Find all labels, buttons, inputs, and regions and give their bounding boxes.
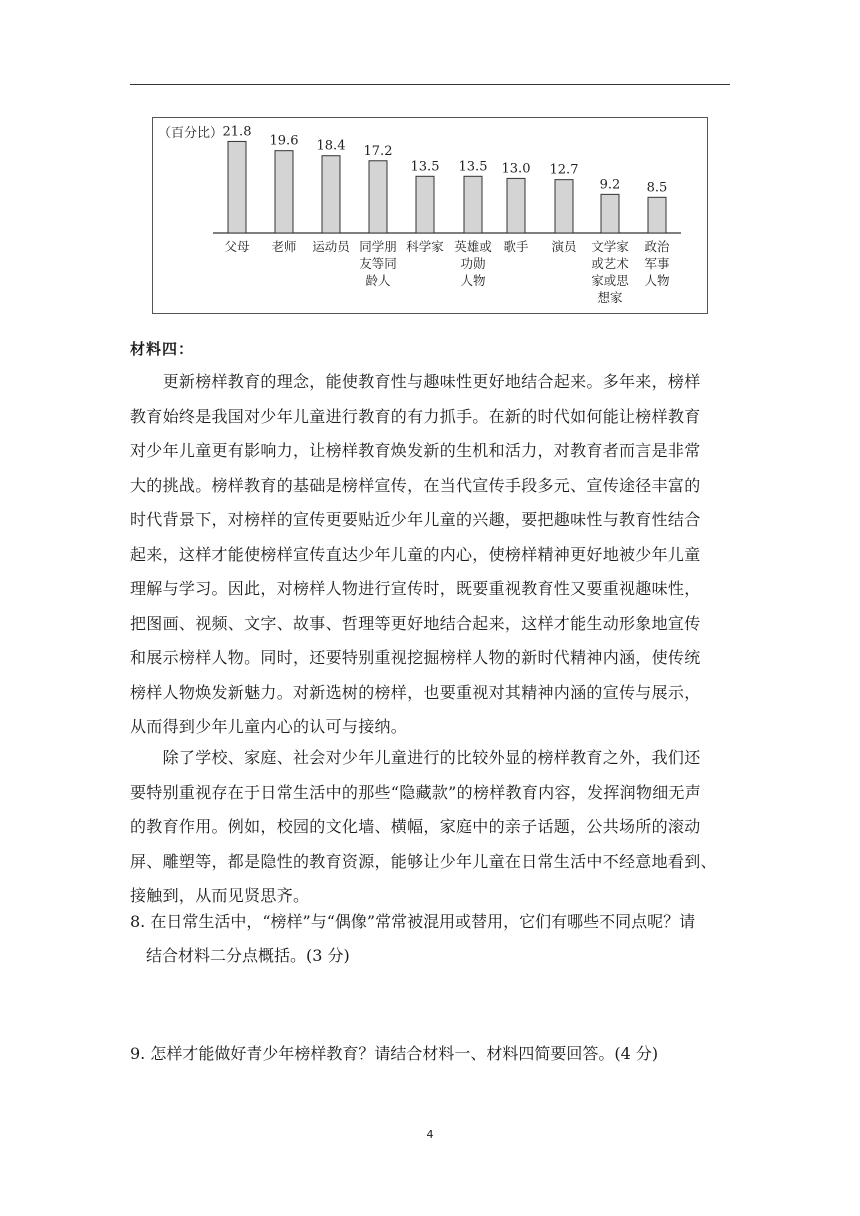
chart-category-label: 科学家 <box>406 239 444 254</box>
chart-value-label: 17.2 <box>363 143 393 159</box>
question-9 <box>130 1037 730 1071</box>
chart-category-label: 同学朋 <box>359 239 397 254</box>
text-line: 从而得到少年儿童内心的认可与接纳。 <box>130 717 408 736</box>
header-rule <box>130 84 730 85</box>
chart-value-label: 12.7 <box>549 162 579 178</box>
chart-value-label: 13.0 <box>501 161 531 177</box>
chart-value-label: 9.2 <box>599 177 621 193</box>
text-line: 理解与学习。因此，对榜样人物进行宣传时，既要重视教育性又要重视趣味性， <box>130 579 701 598</box>
chart-bar <box>464 176 482 233</box>
material-four-paragraph-1 <box>130 365 730 745</box>
chart-bar <box>228 141 246 233</box>
chart-category-label: 老师 <box>271 239 297 254</box>
chart-value-label: 18.4 <box>316 138 346 154</box>
text-line: 屏、雕塑等，都是隐性的教育资源，能够让少年儿童在日常生活中不经意地看到、 <box>130 851 717 871</box>
question-9-text: 9. 怎样才能做好青少年榜样教育？请结合材料一、材料四简要回答。(4 分) <box>130 1044 659 1063</box>
text-line: 要特别重视存在于日常生活中的那些“隐藏款”的榜样教育内容，发挥润物细无声 <box>130 782 702 802</box>
chart-category-label: 文学家 <box>591 239 629 254</box>
text-line: 更新榜样教育的理念，能使教育性与趣味性更好地结合起来。多年来，榜样 <box>130 372 701 391</box>
text-line: 的教育作用。例如，校园的文化墙、横幅，家庭中的亲子话题，公共场所的滚动 <box>130 817 701 836</box>
chart-bar <box>275 151 293 233</box>
chart-category-label: 或艺术 <box>591 256 629 271</box>
question-8 <box>130 905 730 973</box>
chart-value-label: 13.5 <box>458 159 488 175</box>
chart-category-label: 演员 <box>551 239 577 254</box>
question-8-line-1: 8. 在日常生活中，“榜样”与“偶像”常常被混用或替用，它们有哪些不同点呢？请 <box>130 912 696 931</box>
chart-category-label: 想家 <box>597 290 623 305</box>
chart-category-label: 家或思 <box>591 273 629 288</box>
chart-bar <box>601 194 619 233</box>
chart-category-label: 龄人 <box>365 273 391 288</box>
text-line: 和展示榜样人物。同时，还要特别重视挖掘榜样人物的新时代精神内涵，使传统 <box>130 648 701 667</box>
bar-chart-frame <box>152 117 708 314</box>
text-line: 教育始终是我国对少年儿童进行教育的有力抓手。在新的时代如何能让榜样教育 <box>130 406 701 426</box>
text-line: 除了学校、家庭、社会对少年儿童进行的比较外显的榜样教育之外，我们还 <box>130 748 701 767</box>
chart-bar <box>648 197 666 233</box>
chart-category-label: 政治 <box>644 239 670 254</box>
bar-chart <box>153 118 709 315</box>
chart-category-label: 英雄或 <box>454 239 492 254</box>
chart-value-label: 8.5 <box>646 180 668 196</box>
chart-category-label: 友等同 <box>359 256 397 271</box>
chart-category-label: 功勋 <box>460 256 486 271</box>
question-8-line-2: 结合材料二分点概括。(3 分) <box>130 946 350 965</box>
chart-value-label: 13.5 <box>410 159 440 175</box>
chart-category-label: 人物 <box>460 273 486 288</box>
chart-category-label: 运动员 <box>312 239 350 254</box>
chart-unit-label: （百分比） <box>158 126 224 141</box>
chart-category-label: 人物 <box>644 273 670 288</box>
material-four-title: 材料四： <box>130 340 195 358</box>
chart-bar <box>507 178 525 233</box>
page-number: 4 <box>426 1128 434 1141</box>
text-line: 榜样人物焕发新魅力。对新选树的榜样，也要重视对其精神内涵的宣传与展示， <box>130 682 701 702</box>
chart-value-label: 19.6 <box>269 133 299 149</box>
chart-category-label: 歌手 <box>503 239 529 254</box>
text-line: 把图画、视频、文字、故事、哲理等更好地结合起来，这样才能生动形象地宣传 <box>130 613 701 633</box>
text-line: 起来，这样才能使榜样宣传直达少年儿童的内心，使榜样精神更好地被少年儿童 <box>130 544 701 564</box>
text-line: 时代背景下，对榜样的宣传更要贴近少年儿童的兴趣，要把趣味性与教育性结合 <box>130 510 701 529</box>
material-four-paragraph-2 <box>130 741 730 914</box>
chart-bar <box>555 180 573 233</box>
chart-bar <box>416 176 434 233</box>
text-line: 对少年儿童更有影响力，让榜样教育焕发新的生机和活力，对教育者而言是非常 <box>130 441 701 460</box>
text-line: 接触到，从而见贤思齐。 <box>130 886 310 905</box>
chart-bar <box>322 156 340 233</box>
chart-category-label: 军事 <box>644 256 670 271</box>
chart-category-label: 父母 <box>224 239 250 254</box>
chart-bar <box>369 161 387 233</box>
text-line: 大的挑战。榜样教育的基础是榜样宣传，在当代宣传手段多元、宣传途径丰富的 <box>130 475 701 495</box>
chart-value-label: 21.8 <box>222 124 252 140</box>
